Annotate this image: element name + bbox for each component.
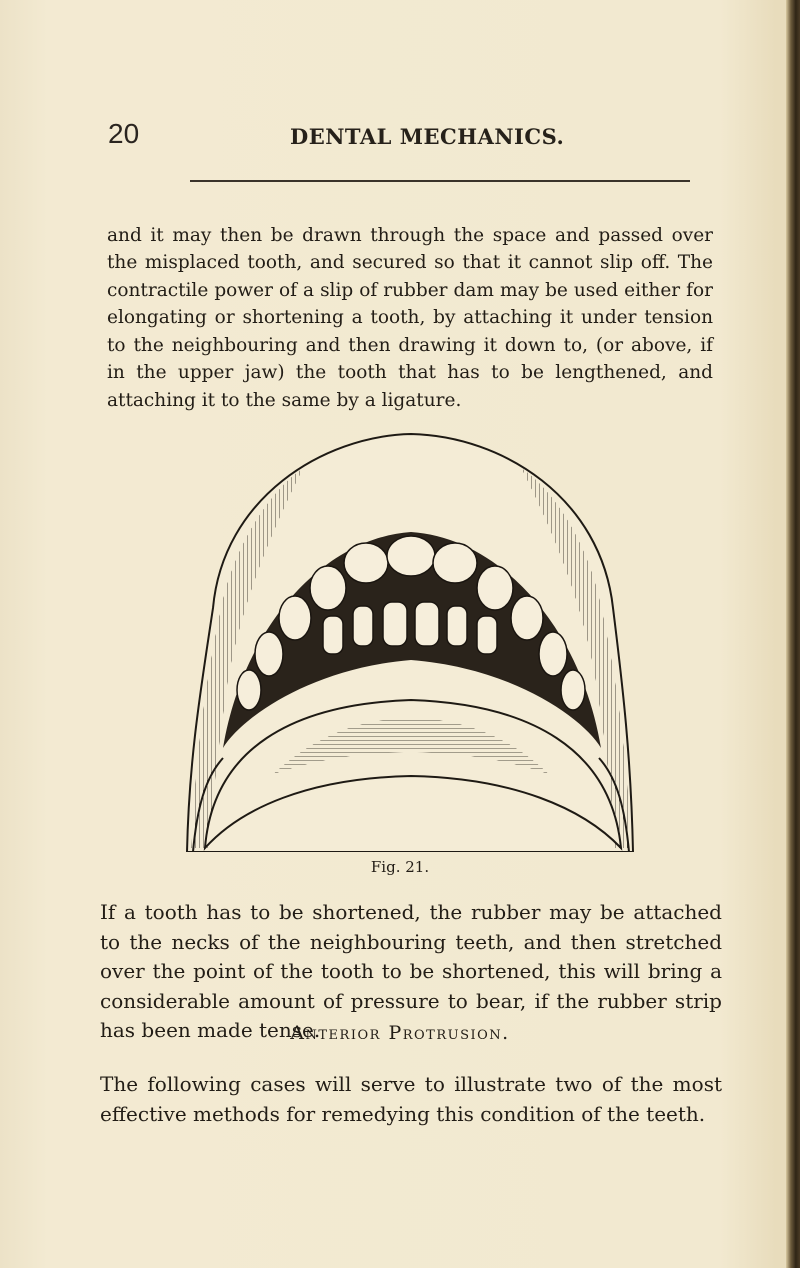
page-number: 20 [108,118,140,149]
header-rule [190,180,690,182]
figure-caption: Fig. 21. [370,858,430,876]
page-header [100,118,720,158]
paragraph-1: and it may then be drawn through the space and passed over the misplaced tooth, and secured so that it cannot slip off. The contractile power of a slip of rubber dam may be used either for elongating or shortening a tooth, by attaching it under tension to the neighbouring and then drawing it down to, (or above, if in the upper jaw) the tooth that has to be lengthened, and attaching it to the same by a ligature. [107,224,713,411]
page-edge-shadow [786,0,800,1268]
paragraph-3: The following cases will serve to illustrate two of the most effective methods for remedying this condition of the teeth. [100,1072,722,1126]
section-heading: Anterior Protrusion. [290,1022,510,1044]
dental-jaw-illustration [183,428,639,852]
running-title: DENTAL MECHANICS. [290,124,565,149]
paragraph-2: If a tooth has to be shortened, the rubber may be attached to the necks of the neighbouring teeth, and then stretched over the point of the tooth to be shortened, this will bring a considerable amount of pressure to bear, if the rubber strip has been made tense. [100,900,722,1042]
